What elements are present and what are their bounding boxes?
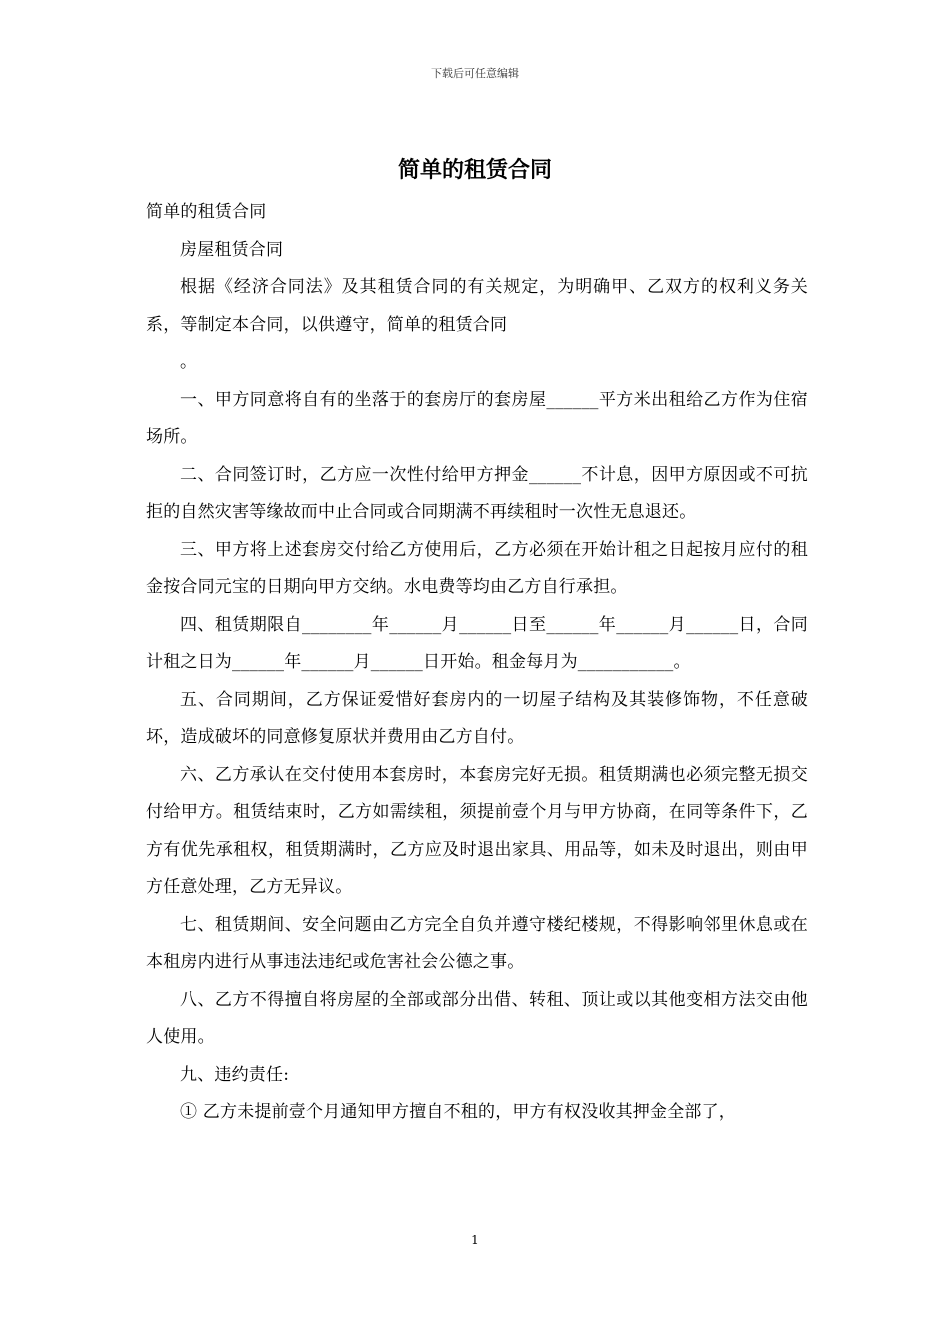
document-title: 简单的租赁合同 [397, 157, 552, 183]
page-number: 1 [471, 1233, 479, 1247]
clause-3: 三、甲方将上述套房交付给乙方使用后，乙方必须在开始计租之日起按月应付的租金按合同元宝的日期向甲方交纳。水电费等均由乙方自行承担。 [146, 539, 808, 597]
clause-9-item-1: ① 乙方未提前壹个月通知甲方擅自不租的，甲方有权没收其押金全部了， [180, 1102, 737, 1122]
clause-4: 四、租赁期限自________年______月______日至______年______月______日，合同计租之日为______年______月______日开始。租金每月为___________。 [146, 614, 808, 672]
clause-7: 七、租赁期间、安全问题由乙方完全自负并遵守楼纪楼规，不得影响邻里休息或在本租房内进行从事违法违纪或危害社会公德之事。 [146, 914, 808, 972]
clause-6: 六、乙方承认在交付使用本套房时，本套房完好无损。租赁期满也必须完整无损交付给甲方。租赁结束时，乙方如需续租，须提前壹个月与甲方协商，在同等条件下，乙方有优先承租权，租赁期满时，乙方应及时退出家具、用品等，如未及时退出，则由甲方任意处理，乙方无异议。 [146, 764, 808, 897]
paragraph-preamble: 根据《经济合同法》及其租赁合同的有关规定，为明确甲、乙双方的权利义务关系，等制定本合同，以供遵守，简单的租赁合同 [146, 277, 808, 335]
clause-2: 二、合同签订时，乙方应一次性付给甲方押金______不计息，因甲方原因或不可抗拒的自然灾害等缘故而中止合同或合同期满不再续租时一次性无息退还。 [146, 464, 808, 522]
document-body [146, 194, 808, 1132]
paragraph-period: 。 [180, 352, 198, 372]
paragraph-subtitle: 简单的租赁合同 [146, 202, 267, 222]
clause-9: 九、违约责任: [180, 1064, 290, 1085]
paragraph-contract-name: 房屋租赁合同 [180, 239, 284, 260]
header-note: 下载后可任意编辑 [431, 67, 519, 80]
clause-1: 一、甲方同意将自有的坐落于的套房厅的套房屋______平方米出租给乙方作为住宿场所。 [146, 389, 808, 447]
clause-5: 五、合同期间，乙方保证爱惜好套房内的一切屋子结构及其装修饰物，不任意破坏，造成破坏的同意修复原状并费用由乙方自付。 [146, 689, 808, 747]
clause-8: 八、乙方不得擅自将房屋的全部或部分出借、转租、顶让或以其他变相方法交由他人使用。 [146, 989, 808, 1047]
